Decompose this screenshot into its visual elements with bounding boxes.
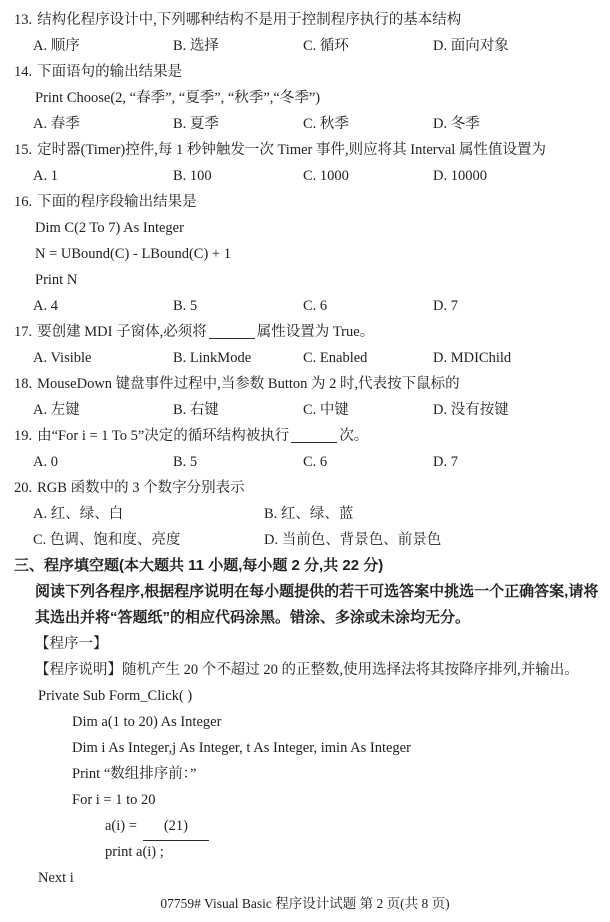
- option-c: C. 秋季: [303, 116, 349, 132]
- option-a: A. 左键: [33, 402, 80, 418]
- question-number: 18.: [14, 376, 33, 392]
- question-20-stem: [14, 475, 596, 501]
- question-text: 下面的程序段输出结果是: [37, 194, 197, 210]
- option-c: C. 6: [303, 298, 328, 314]
- question-text: 次。: [339, 428, 369, 444]
- question-text: 下面语句的输出结果是: [37, 64, 183, 80]
- option-a: A. 顺序: [33, 38, 80, 54]
- option-a: A. 1: [33, 168, 58, 184]
- question-number: 19.: [14, 428, 33, 444]
- code-line: Dim C(2 To 7) As Integer: [35, 220, 184, 236]
- option-b: B. 右键: [173, 402, 219, 418]
- option-b: B. 5: [173, 454, 198, 470]
- code-line: N = UBound(C) - LBound(C) + 1: [35, 246, 231, 262]
- question-18-options: [33, 397, 596, 423]
- program-title: 【程序一】: [35, 636, 108, 652]
- option-c: C. 1000: [303, 168, 349, 184]
- question-18-stem: [14, 371, 596, 397]
- question-13-stem: [14, 7, 596, 33]
- option-c: C. 循环: [303, 38, 349, 54]
- question-text: 要创建 MDI 子窗体,必须将: [37, 324, 207, 340]
- option-b: B. 5: [173, 298, 198, 314]
- question-text: 定时器(Timer)控件,每 1 秒钟触发一次 Timer 事件,则应将其 Interval 属性值设置为: [37, 142, 546, 158]
- question-number: 20.: [14, 480, 33, 496]
- option-b: B. 选择: [173, 38, 219, 54]
- option-c: C. Enabled: [303, 350, 368, 366]
- option-d: D. 7: [433, 298, 458, 314]
- question-19-stem: [14, 423, 596, 449]
- question-text: 结构化程序设计中,下列哪种结构不是用于控制程序执行的基本结构: [37, 12, 462, 28]
- option-a: A. Visible: [33, 350, 92, 366]
- fill-in-blank: [291, 429, 337, 443]
- question-text: 属性设置为 True。: [256, 324, 375, 340]
- fill-in-blank-21: (21): [143, 813, 209, 841]
- option-d: D. 没有按键: [433, 402, 509, 418]
- option-d: D. 10000: [433, 168, 487, 184]
- option-b: B. LinkMode: [173, 350, 252, 366]
- question-15-stem: [14, 137, 596, 163]
- section-heading: 三、程序填空题(本大题共 11 小题,每小题 2 分,共 22 分): [14, 557, 384, 574]
- code-line: Next i: [38, 870, 74, 886]
- question-text: 由“For i = 1 To 5”决定的循环结构被执行: [37, 428, 290, 444]
- option-d: D. 当前色、背景色、前景色: [264, 532, 442, 548]
- question-number: 17.: [14, 324, 33, 340]
- option-a: A. 4: [33, 298, 58, 314]
- question-13-options: [33, 33, 596, 59]
- option-a: A. 红、绿、白: [33, 506, 124, 522]
- question-14-stem: [14, 59, 596, 85]
- question-14-options: [33, 111, 596, 137]
- question-text: MouseDown 键盘事件过程中,当参数 Button 为 2 时,代表按下鼠标的: [37, 376, 460, 392]
- page-footer: 07759# Visual Basic 程序设计试题 第 2 页(共 8 页): [160, 896, 450, 911]
- question-17-options: [33, 345, 596, 371]
- question-15-options: [33, 163, 596, 189]
- code-line: Dim a(1 to 20) As Integer: [72, 714, 222, 730]
- question-16-options: [33, 293, 596, 319]
- option-a: A. 0: [33, 454, 58, 470]
- option-a: A. 春季: [33, 116, 80, 132]
- option-b: B. 夏季: [173, 116, 219, 132]
- section-instructions: 阅读下列各程序,根据程序说明在每小题提供的若干可选答案中挑选一个正确答案,请将: [35, 583, 599, 600]
- question-20-options-row1: [33, 501, 596, 527]
- option-b: B. 红、绿、蓝: [264, 506, 354, 522]
- fill-in-blank: [209, 325, 255, 339]
- option-b: B. 100: [173, 168, 212, 184]
- option-d: D. 7: [433, 454, 458, 470]
- option-c: C. 中键: [303, 402, 349, 418]
- code-line: print a(i) ;: [105, 844, 164, 860]
- code-line: Print N: [35, 272, 78, 288]
- option-c: C. 色调、饱和度、亮度: [33, 532, 181, 548]
- code-line: Print Choose(2, “春季”, “夏季”, “秋季”,“冬季”): [35, 90, 321, 106]
- code-line: Print “数组排序前：”: [72, 766, 197, 782]
- code-text: a(i) =: [105, 818, 137, 834]
- option-d: D. 冬季: [433, 116, 480, 132]
- code-line: For i = 1 to 20: [72, 792, 156, 808]
- question-17-stem: [14, 319, 596, 345]
- program-description: 【程序说明】随机产生 20 个不超过 20 的正整数,使用选择法将其按降序排列,并输出。: [35, 662, 579, 678]
- option-c: C. 6: [303, 454, 328, 470]
- question-text: RGB 函数中的 3 个数字分别表示: [37, 480, 245, 496]
- section-instructions: 其选出并将“答题纸”的相应代码涂黑。错涂、多涂或未涂均无分。: [35, 609, 471, 626]
- question-number: 14.: [14, 64, 33, 80]
- question-20-options-row2: [33, 527, 596, 553]
- option-d: D. MDIChild: [433, 350, 512, 366]
- code-line: Dim i As Integer,j As Integer, t As Integer, imin As Integer: [72, 740, 411, 756]
- question-number: 13.: [14, 12, 33, 28]
- code-line-with-blank: [105, 813, 596, 839]
- question-16-stem: [14, 189, 596, 215]
- question-number: 15.: [14, 142, 33, 158]
- question-number: 16.: [14, 194, 33, 210]
- option-d: D. 面向对象: [433, 38, 509, 54]
- code-line: Private Sub Form_Click( ): [38, 688, 193, 704]
- question-19-options: [33, 449, 596, 475]
